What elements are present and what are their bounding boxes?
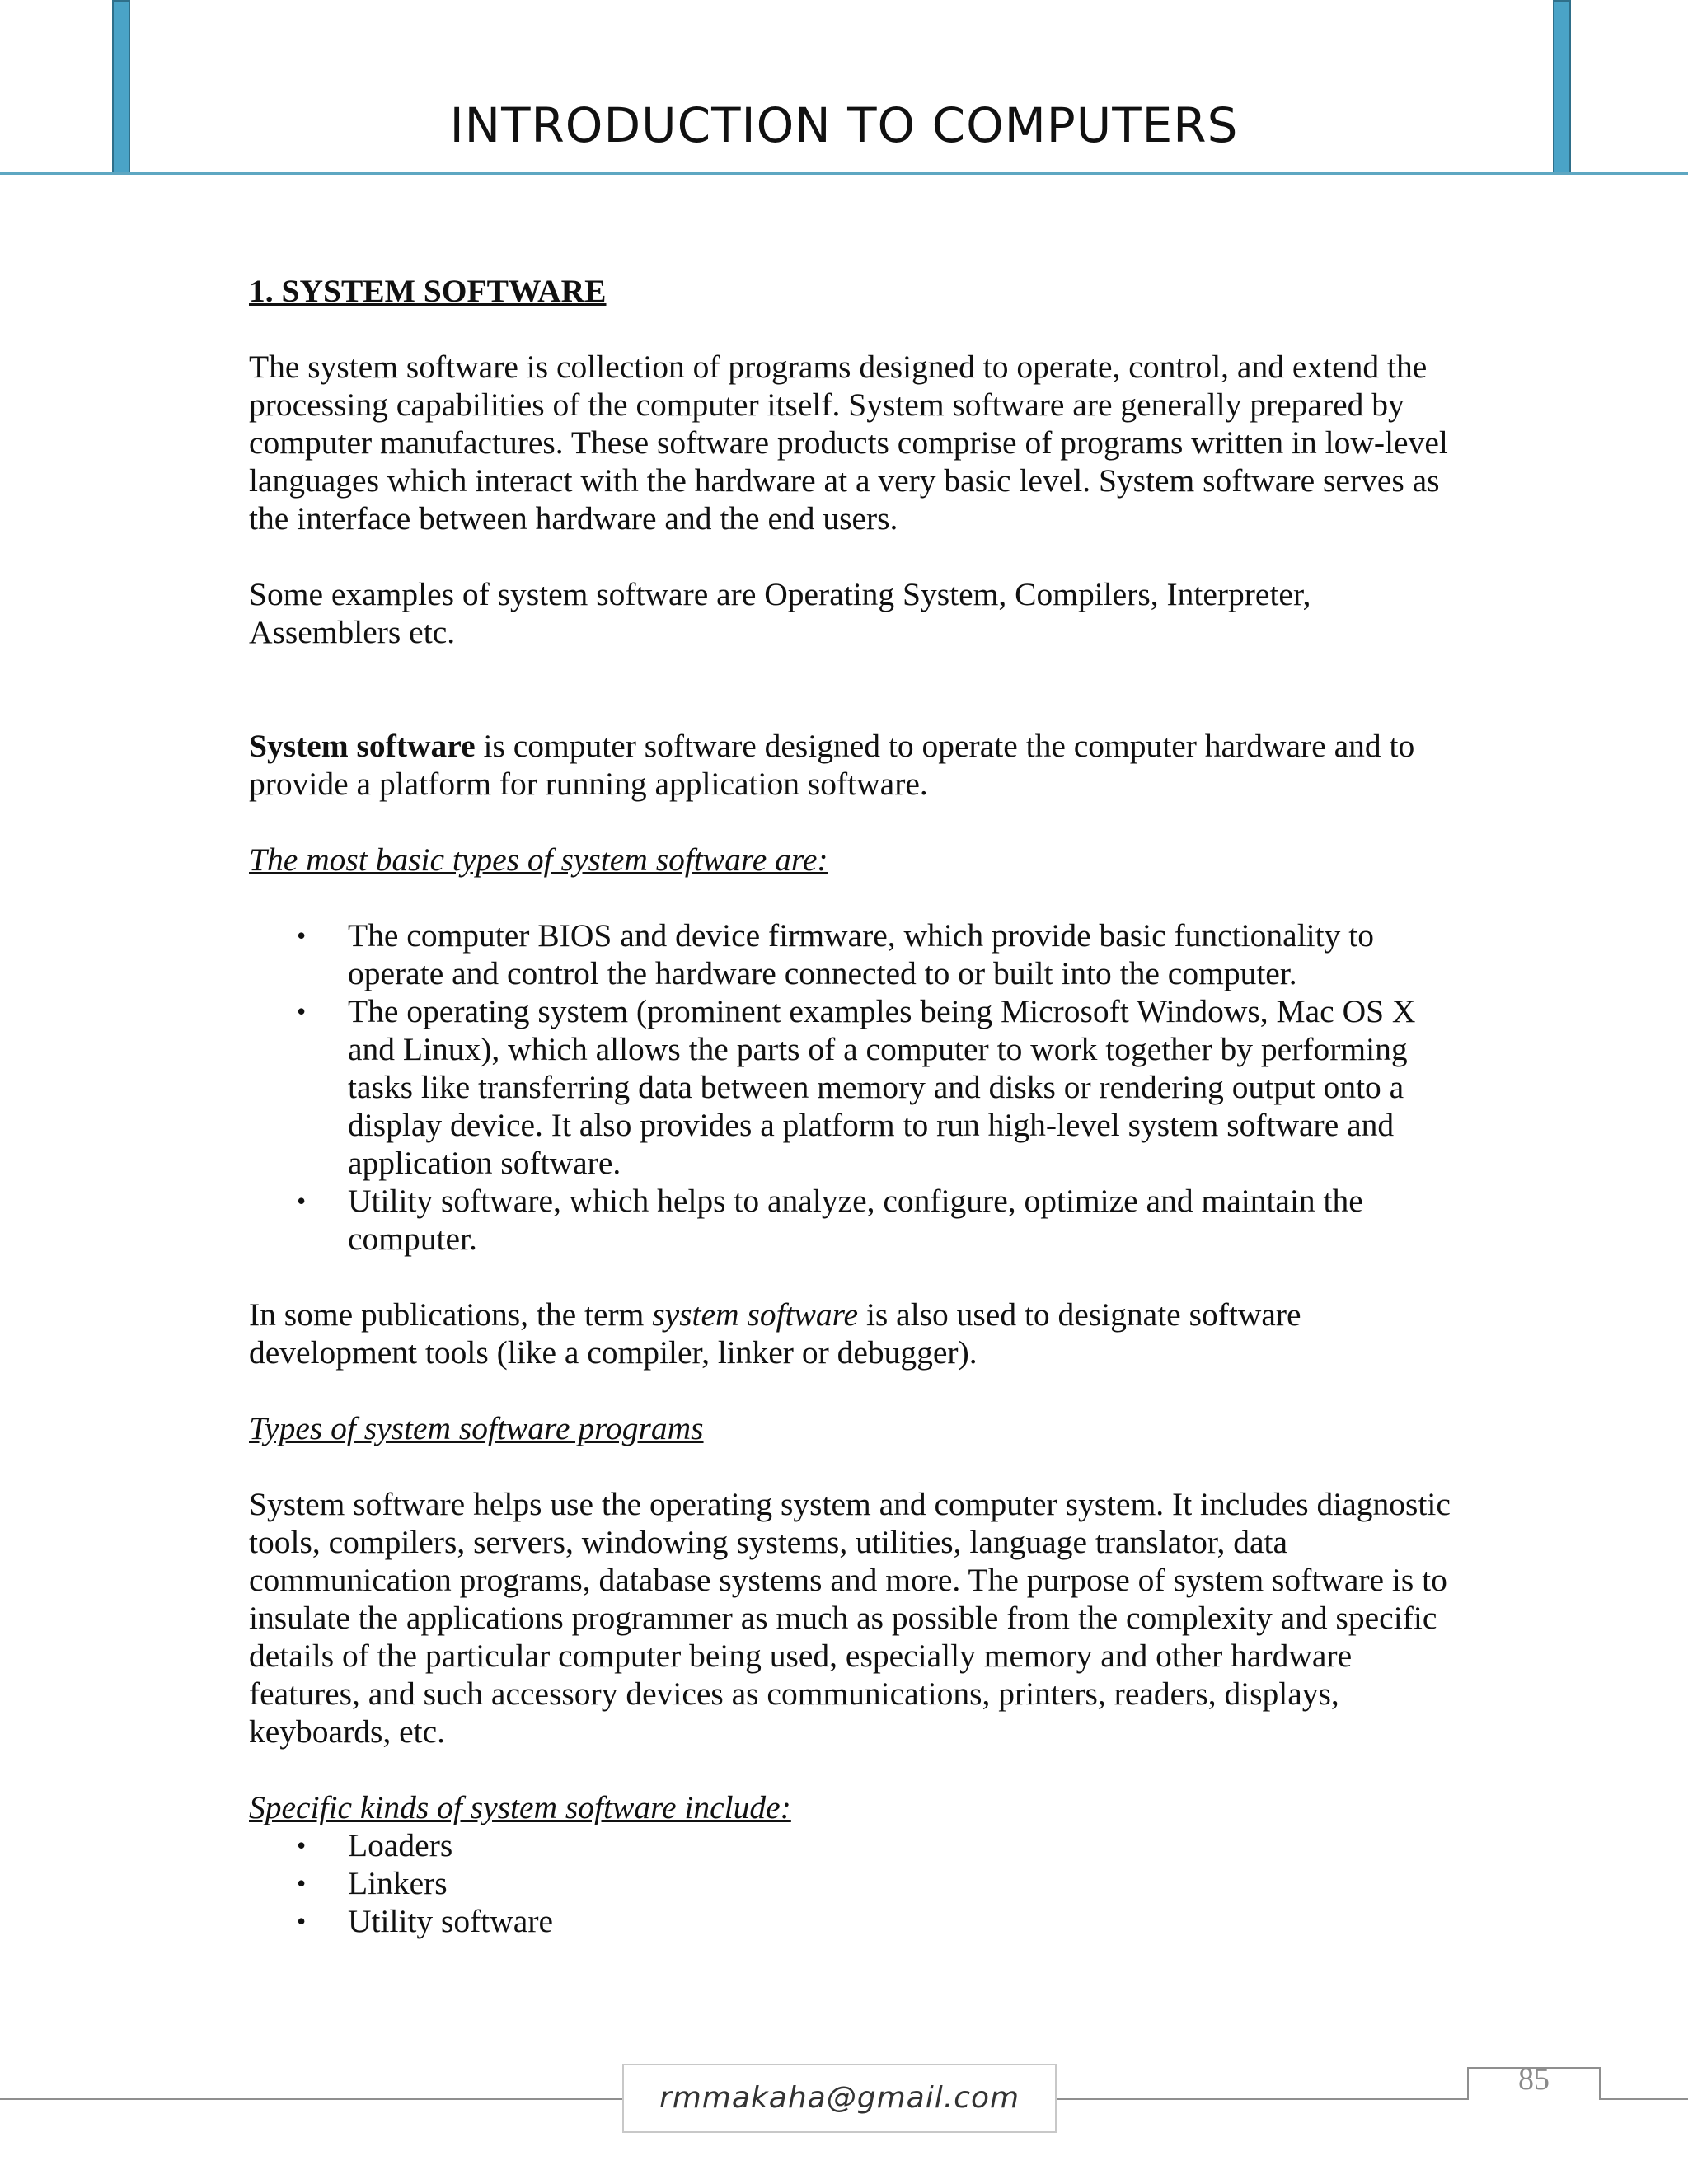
- definition-text: is computer software designed to operate the computer hardware and to provide a platform for running application software.: [249, 728, 1415, 802]
- publications-paragraph: [249, 1296, 1452, 1371]
- examples-paragraph: Some examples of system software are Operating System, Compilers, Interpreter, Assemblers etc.: [249, 576, 1311, 650]
- publications-text-after: is also used to designate software development tools (like a compiler, linker or debugger).: [249, 1296, 1301, 1371]
- specific-kinds-heading: Specific kinds of system software include:: [249, 1789, 791, 1825]
- intro-paragraph: The system software is collection of programs designed to operate, control, and extend the processing capabilities of the computer itself. System software are generally prepared by computer manufactures. These software products comprise of programs written in low-level languages which interact with the hardware at a very basic level. System software serves as the interface between hardware and the end users.: [249, 349, 1448, 537]
- list-item: • The computer BIOS and device firmware, which provide basic functionality to operate and control the hardware connected to or built into the computer.: [249, 916, 1452, 992]
- document-body: [249, 272, 1452, 1940]
- programs-heading: Types of system software programs: [249, 1410, 704, 1446]
- header-rule: [0, 172, 1688, 175]
- section-heading: 1. SYSTEM SOFTWARE: [249, 273, 607, 309]
- page-number: 85: [1467, 2067, 1601, 2100]
- definition-term: System software: [249, 728, 476, 764]
- specific-kinds-list: [249, 1826, 1452, 1940]
- list-item: • The operating system (prominent examples being Microsoft Windows, Mac OS X and Linux), which allows the parts of a computer to work together by performing tasks like transferring data between memory and disks or rendering output onto a display device. It also provides a platform to run high-level system software and application software.: [249, 992, 1452, 1182]
- definition-paragraph: [249, 727, 1452, 803]
- footer-email: rmmakaha@gmail.com: [622, 2064, 1057, 2133]
- basic-types-heading: The most basic types of system software are:: [249, 841, 828, 878]
- publications-text-before: In some publications, the term: [249, 1296, 653, 1333]
- footer-rule-middle: [1057, 2098, 1467, 2100]
- list-item: • Linkers: [249, 1864, 1452, 1902]
- list-item: • Loaders: [249, 1826, 1452, 1864]
- list-item: • Utility software: [249, 1902, 1452, 1940]
- page-header-title: INTRODUCTION TO COMPUTERS: [449, 97, 1239, 153]
- list-item: • Utility software, which helps to analyze, configure, optimize and maintain the computer.: [249, 1182, 1452, 1258]
- basic-types-list: [249, 916, 1452, 1258]
- programs-paragraph: System software helps use the operating system and computer system. It includes diagnostic tools, compilers, servers, windowing systems, utilities, language translator, data communication programs, database systems and more. The purpose of system software is to insulate the applications programmer as much as possible from the complexity and specific details of the particular computer being used, especially memory and other hardware features, and such accessory devices as communications, printers, readers, displays, keyboards, etc.: [249, 1486, 1451, 1750]
- publications-term: system software: [652, 1296, 859, 1333]
- footer-rule-right: [1601, 2098, 1688, 2100]
- footer-rule-left: [0, 2098, 622, 2100]
